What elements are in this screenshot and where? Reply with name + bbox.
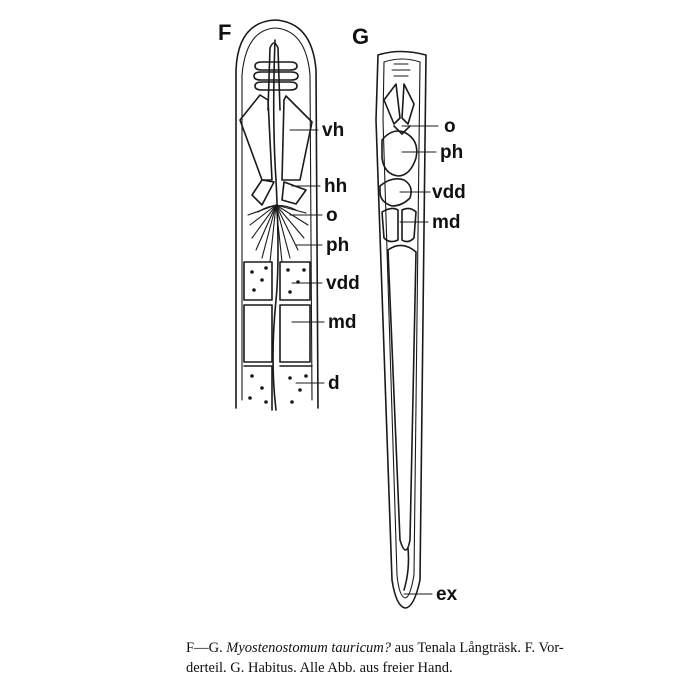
f-gut-dots [248,374,308,404]
panel-g-drawing [376,52,466,609]
caption-line2: derteil. G. Habitus. Alle Abb. aus freier Hand. [186,660,453,676]
g-mouth [394,126,410,134]
f-midgut-left [244,305,272,362]
f-label-vdd: vdd [326,273,360,294]
f-label-vh: vh [322,120,345,141]
g-midgut-right [402,208,416,241]
panel-letter-g: G [352,24,370,49]
f-label-md: md [328,312,357,333]
caption-line1-rest: aus Tenala Långträsk. F. Vor- [391,640,564,656]
f-gland-right [280,262,310,300]
panel-letter-f: F [218,20,232,45]
f-ciliated-organ [254,62,298,90]
f-label-hh: hh [324,176,348,197]
g-label-vdd: vdd [432,182,466,203]
g-brain-right [402,84,414,124]
g-label-md: md [432,212,461,233]
f-front-brain-right [282,96,312,180]
f-label-o: o [326,205,338,226]
g-label-o: o [444,116,456,137]
f-label-d: d [328,373,340,394]
f-gland-left [244,262,272,300]
f-midgut-right [280,305,310,362]
caption-prefix: F—G. [186,640,227,656]
f-leader-lines [290,130,324,383]
panel-f-drawing [236,20,360,410]
figure-caption [186,638,686,678]
g-pharynx [382,131,417,176]
f-front-brain-left [240,95,272,180]
g-label-ph: ph [440,142,464,163]
f-label-ph: ph [326,235,350,256]
caption-species: Myostenostomum tauricum? [226,640,392,656]
g-ciliated-organ [392,64,410,76]
g-midgut-left [382,208,398,241]
g-gut [388,245,416,550]
g-excretory [404,548,409,590]
f-gut-lower-left [244,366,272,410]
g-label-ex: ex [436,584,458,605]
f-hind-brain-left [252,180,274,205]
g-brain-left [384,84,400,124]
f-hind-brain-right [282,182,306,204]
